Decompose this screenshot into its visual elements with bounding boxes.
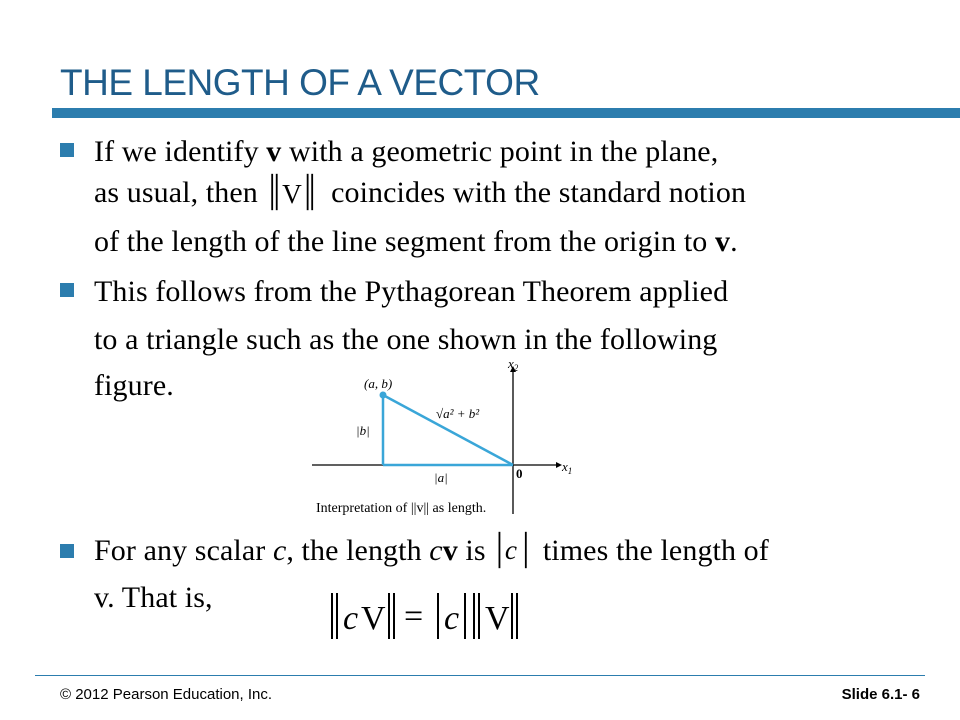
point-ab [380, 392, 387, 399]
bullet-marker [60, 544, 74, 558]
pythagorean-figure [300, 362, 600, 522]
length-equation [326, 590, 556, 642]
bullet-2-line-1: This follows from the Pythagorean Theorem applied [94, 275, 729, 308]
point-label: (a, b) [364, 376, 393, 391]
title-underline [52, 108, 960, 118]
bullet-2-line-3: figure. [94, 369, 174, 402]
svg-text:V: V [485, 600, 510, 637]
figure-caption: Interpretation of ||v|| as length. [316, 501, 487, 516]
svg-text:c: c [343, 600, 359, 637]
hypotenuse-label: √a² + b² [436, 406, 480, 421]
svg-text:c: c [444, 600, 460, 637]
x-axis-label: $x_1$ [562, 459, 573, 476]
bullet-3-line-2: v. That is, [94, 581, 213, 614]
y-axis-label: $x_2$ [508, 362, 519, 373]
abs-c-symbol [493, 530, 535, 570]
bullet-1-line-2: as usual, then V coincides with the standard notion [94, 172, 746, 213]
footer-slide-number: Slide 6.1- 6 [841, 686, 920, 703]
bullet-1-line-3: of the length of the line segment from the origin to v. [94, 225, 738, 258]
svg-text:c: c [505, 535, 518, 566]
svg-text:V: V [361, 600, 386, 637]
bullet-marker [60, 143, 74, 157]
norm-v-symbol [265, 172, 323, 212]
footer-divider [35, 675, 925, 676]
vertical-leg-label: |b| [356, 423, 370, 438]
svg-text:V: V [282, 178, 303, 209]
svg-text:=: = [404, 598, 424, 635]
slide-title: THE LENGTH OF A VECTOR [60, 62, 540, 103]
horizontal-leg-label: |a| [434, 470, 448, 485]
bullet-1-line-1: If we identify v with a geometric point in the plane, [94, 135, 719, 168]
bullet-2-line-2: to a triangle such as the one shown in the following [94, 323, 718, 356]
bullet-3-line-1: For any scalar c, the length cv is c times the length of [94, 530, 769, 571]
bullet-marker [60, 283, 74, 297]
origin-label: 0 [516, 466, 523, 481]
footer-copyright: © 2012 Pearson Education, Inc. [60, 686, 273, 703]
